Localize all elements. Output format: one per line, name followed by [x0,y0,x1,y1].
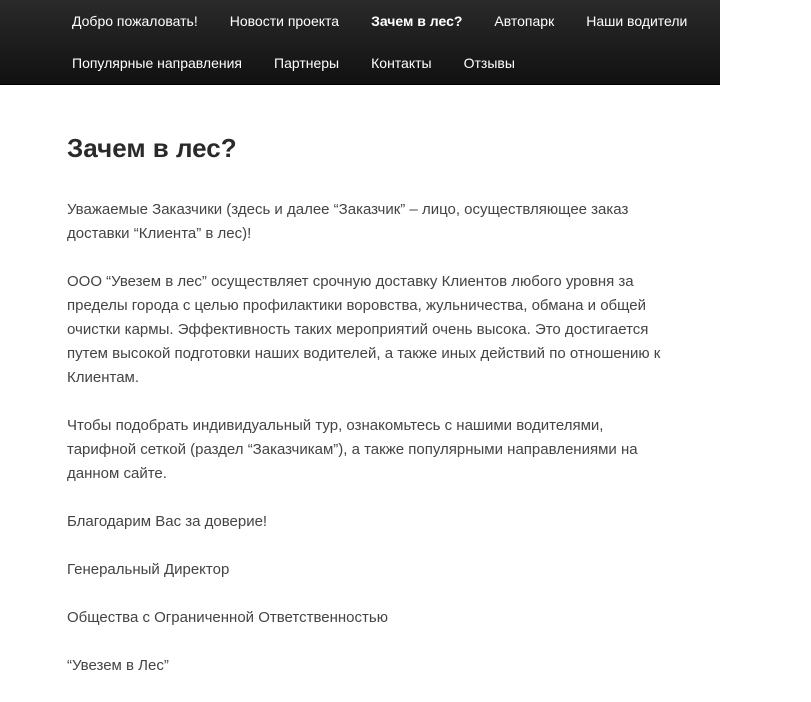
signature-company-name: “Увезем в Лес” [67,657,169,674]
nav-popular-destinations[interactable]: Популярные направления [72,55,243,71]
page-title: Зачем в лес? [67,133,237,163]
article-body [67,198,667,678]
signature-company-type: Общества с Ограниченной Ответственностью [67,609,388,626]
nav-why-forest[interactable]: Зачем в лес? [371,13,463,29]
nav-project-news[interactable]: Новости проекта [229,13,340,29]
paragraph-about: ООО “Увезем в лес” осуществляет срочную доставку Клиентов любого уровня за пределы города с целью профилактики воровства, жульничества, обмана и общей очистки кармы. Эффективность таких мероприятий очень высока. Это достигается путем высокой подготовки наших водителей, а также иных действий по отношению к Клиентам. [67,273,661,386]
paragraph-tour: Чтобы подобрать индивидуальный тур, ознакомьтесь с нашими водителями, тарифной сеткой (раздел “Заказчикам”), а также популярными направлениями на данном сайте. [67,417,638,482]
paragraph-greeting: Уважаемые Заказчики (здесь и далее “Заказчик” – лицо, осуществляющее заказ доставки “Клиента” в лес)! [67,201,629,242]
nav-row-2 [56,42,720,84]
page-content [67,128,667,702]
nav-welcome[interactable]: Добро пожаловать! [72,13,198,29]
nav-row-1 [56,0,795,42]
main-navigation [0,0,795,85]
nav-contacts[interactable]: Контакты [371,55,432,71]
nav-partners[interactable]: Партнеры [274,55,340,71]
signature-title: Генеральный Директор [67,561,230,578]
nav-customers[interactable]: Заказчикам [719,13,795,29]
nav-reviews[interactable]: Отзывы [463,55,515,71]
paragraph-thanks: Благодарим Вас за доверие! [67,513,268,530]
nav-our-drivers[interactable]: Наши водители [586,13,688,29]
nav-fleet[interactable]: Автопарк [494,13,555,29]
